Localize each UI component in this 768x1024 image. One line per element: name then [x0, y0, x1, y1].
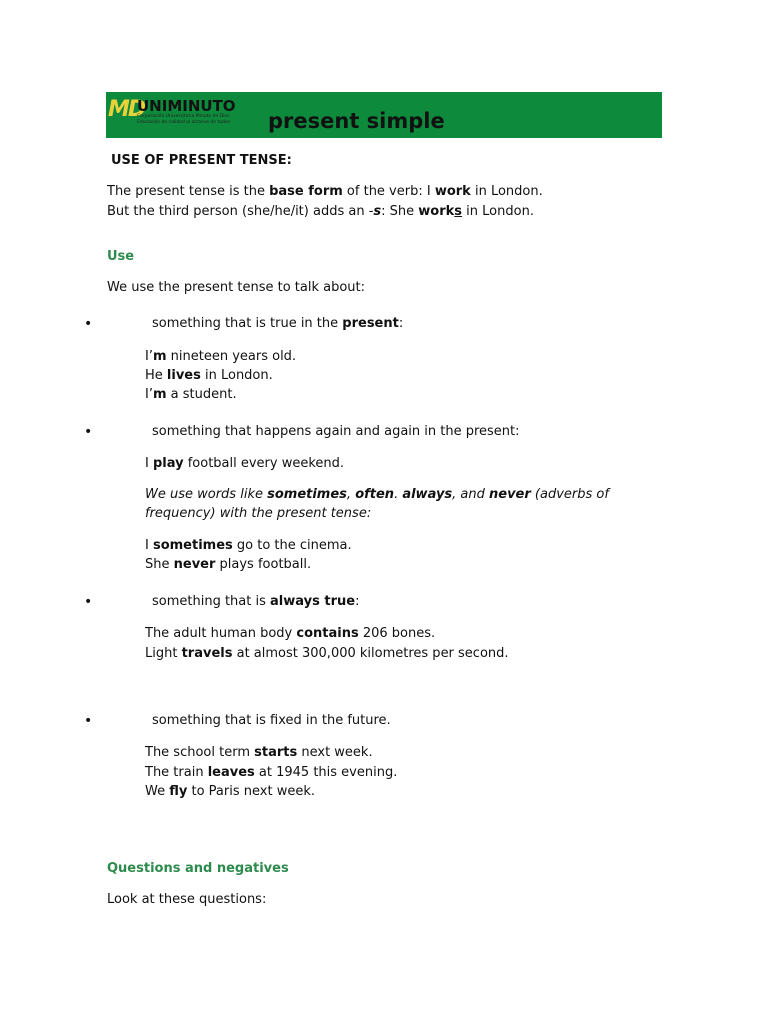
- logo-mark: MD: [108, 97, 145, 122]
- example-line: We fly to Paris next week.: [145, 784, 315, 799]
- bullet-icon: •: [84, 316, 93, 332]
- section-heading: USE OF PRESENT TENSE:: [111, 153, 292, 168]
- frequency-note-line-2: frequency) with the present tense:: [145, 506, 372, 521]
- bullet-icon: •: [84, 713, 93, 729]
- example-line: I’m a student.: [145, 387, 237, 402]
- questions-intro: Look at these questions:: [107, 892, 267, 907]
- use-intro: We use the present tense to talk about:: [107, 280, 366, 295]
- uniminuto-logo: [106, 94, 266, 132]
- intro-line-2: But the third person (she/he/it) adds an -s: She works in London.: [107, 204, 534, 219]
- example-line: She never plays football.: [145, 557, 312, 572]
- document-title: present simple: [268, 109, 445, 133]
- example-line: He lives in London.: [145, 368, 273, 383]
- example-line: Light travels at almost 300,000 kilometres per second.: [145, 646, 509, 661]
- bullet-icon: •: [84, 594, 93, 610]
- logo-tagline: Educación de calidad al alcance de todos: [137, 120, 230, 125]
- bullet-3-text: something that is always true:: [152, 594, 360, 609]
- logo-subtitle: Corporación Universitaria Minuto de Dios: [137, 114, 230, 119]
- logo-name: UNIMINUTO: [137, 97, 236, 115]
- use-heading: Use: [107, 249, 135, 264]
- example-line: I’m nineteen years old.: [145, 349, 297, 364]
- frequency-note-line-1: We use words like sometimes, often. always, and never (adverbs of: [145, 487, 609, 502]
- example-line: The train leaves at 1945 this evening.: [145, 765, 398, 780]
- example-line: The adult human body contains 206 bones.: [145, 626, 436, 641]
- bullet-1-text: something that is true in the present:: [152, 316, 404, 331]
- bullet-icon: •: [84, 424, 93, 440]
- example-line: I play football every weekend.: [145, 456, 345, 471]
- intro-line-1: The present tense is the base form of the verb: I work in London.: [107, 184, 543, 199]
- example-line: I sometimes go to the cinema.: [145, 538, 352, 553]
- example-line: The school term starts next week.: [145, 745, 373, 760]
- bullet-4-text: something that is fixed in the future.: [152, 713, 391, 728]
- bullet-2-text: something that happens again and again in the present:: [152, 424, 520, 439]
- questions-heading: Questions and negatives: [107, 861, 289, 876]
